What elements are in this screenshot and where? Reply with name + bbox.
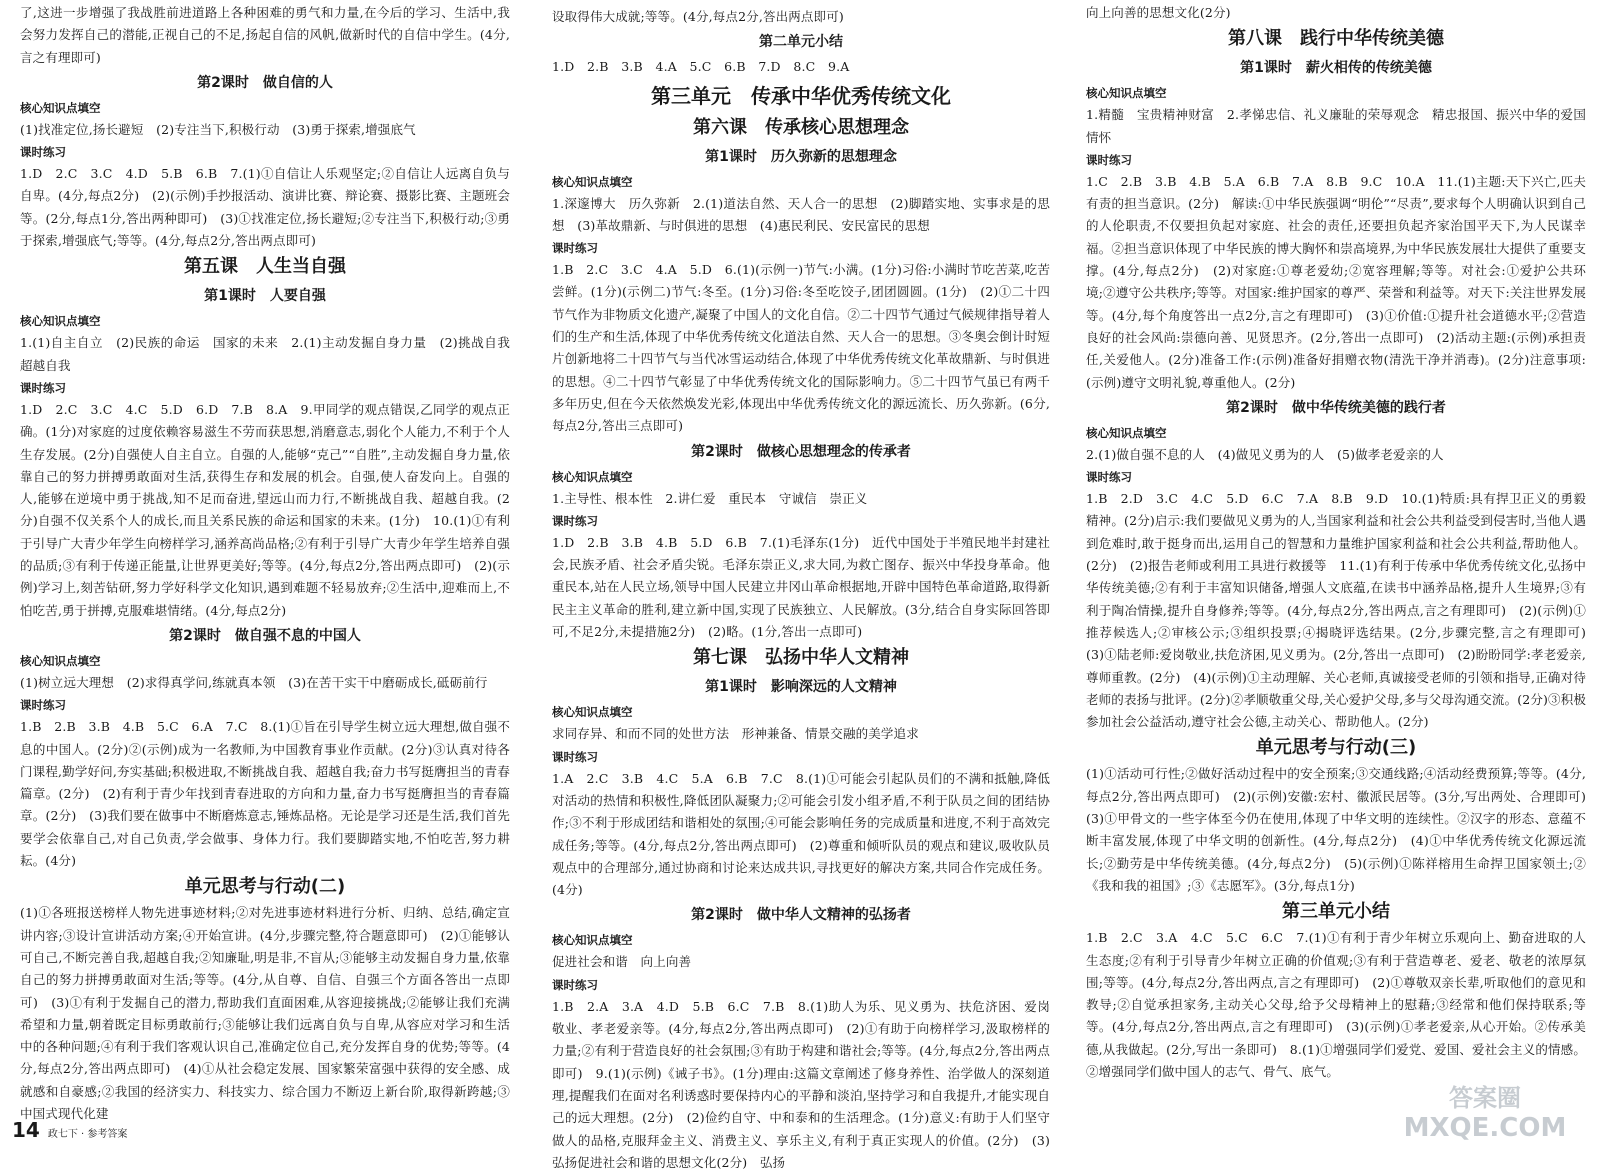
chapter-heading: 第六课 传承核心思想理念 (693, 116, 909, 138)
answer-paragraph: 1.深邃博大 历久弥新 2.(1)道法自然、天人合一的思想 (2)脚踏实地、实事求是的思想 (3)革故鼎新、与时俱进的思想 (4)惠民利民、安民富民的思想 (552, 195, 1050, 233)
unit-heading: 第三单元 传承中华优秀传统文化 (651, 83, 951, 108)
section-label: 核心知识点填空 (20, 100, 101, 115)
lesson-heading: 第2课时 做中华传统美德的践行者 (1226, 399, 1446, 416)
lesson-heading: 第2课时 做中华人文精神的弘扬者 (691, 907, 911, 924)
answer-paragraph: 1.A 2.C 3.B 4.C 5.A 6.B 7.C 8.(1)①可能会引起队员们的不满和抵触,降低对活动的热情和积极性,降低团队凝聚力;②可能会引发小组矛盾,不利于队员之间的团结协作;③不利于形成团结和谐相处的氛围;④可能会影响任务的完成质量和进度,不利于高效完成任务;等等。(4分,每点2分,答出两点即可) (2)尊重和倾听队员的观点和建议,吸收队员观点中的合理部分,通过协商和讨论来达成共识,寻找更好的解决方案,共同合作完成任务。(4分) (552, 770, 1050, 898)
lesson-heading: 第1课时 人要自强 (204, 288, 326, 305)
chapter-heading: 单元思考与行动(二) (184, 876, 346, 898)
answer-paragraph: 1.B 2.C 3.A 4.C 5.C 6.C 7.(1)①有利于青少年树立乐观向上、勤奋进取的人生态度;②有利于引导青少年树立正确的价值观;③有利于营造尊老、爱老、敬老的浓厚氛围;等等。(4分,每点2分,答出两点,言之有理即可) (2)①尊敬双亲长辈,听取他们的意见和教导;②自觉承担家务,主动关心父母,给予父母精神上的慰藉;③经常和他们保持联系;等等。(4分,每点2分,答出两点,言之有理即可) (3)(示例)①孝老爱亲,从心开始。②传承美德,从我做起。(2分,写出一条即可) 8.(1)①增强同学们爱党、爱国、爱社会主义的情感。②增强同学们做中国人的志气、骨气、底气。 (1086, 930, 1586, 1079)
section-label: 课时练习 (20, 380, 66, 395)
section-label: 核心知识点填空 (552, 933, 633, 948)
section-label: 课时练习 (1086, 470, 1132, 485)
answer-paragraph: 1.B 2.B 3.B 4.B 5.C 6.A 7.C 8.(1)①旨在引导学生树立远大理想,做自强不息的中国人。(2分)②(示例)成为一名教师,为中国教育事业作贡献。(2分)③认真对待各门课程,勤学好问,夯实基础;积极进取,不断挑战自我、超越自我;奋力书写挺膺担当的青春篇章。(2分) (2)有利于青少年找到青春进取的方向和力量,奋力书写挺膺担当的青春篇章。(2分) (3)我们要在做事中不断磨炼意志,锤炼品格。无论是学习还是生活,我们首先要学会依靠自己,对自己负责,学会做事、身体力行。我们要脚踏实地,不怕吃苦,努力耕耘。(4分) (20, 719, 510, 869)
page-footer (12, 1118, 127, 1144)
watermark-logo (1380, 1080, 1590, 1144)
answer-paragraph: 1.主导性、根本性 2.讲仁爱 重民本 守诚信 崇正义 (552, 490, 868, 506)
chapter-heading: 第八课 践行中华传统美德 (1228, 28, 1444, 50)
lesson-heading: 第2课时 做自强不息的中国人 (169, 627, 361, 644)
section-label: 课时练习 (20, 698, 66, 713)
answer-paragraph: 1.D 2.B 3.B 4.B 5.D 6.B 7.(1)毛泽东(1分) 近代中国处于半殖民地半封建社会,民族矛盾、社会矛盾尖锐。毛泽东崇正义,求大同,为救亡图存、振兴中华投身革命。他重民本,站在人民立场,领导中国人民建立井冈山革命根据地,开辟中国特色革命道路,取得新民主主义革命的胜利,建立新中国,实现了民族独立、人民解放。(3分,结合自身实际回答即可,不足2分,未提措施2分) (2)略。(1分,答出一点即可) (552, 534, 1050, 640)
answer-paragraph: 2.(1)做自强不息的人 (4)做见义勇为的人 (5)做孝老爱亲的人 (1086, 446, 1444, 462)
answer-paragraph: 1.精髓 宝贵精神财富 2.孝悌忠信、礼义廉耻的荣辱观念 精忠报国、振兴中华的爱国情怀 (1086, 107, 1586, 145)
answer-column-left (0, 0, 523, 1146)
lesson-heading: 第1课时 影响深远的人文精神 (705, 679, 897, 696)
footer-label: 政七下 · 参考答案 (47, 1129, 128, 1140)
answer-paragraph: 1.B 2.D 3.C 4.C 5.D 6.C 7.A 8.B 9.D 10.(1)特质:具有捍卫正义的勇毅精神。(2分)启示:我们要做见义勇为的人,当国家利益和社会公共利益受到侵害时,当他人遇到危难时,敢于挺身而出,运用自己的智慧和力量维护国家利益和社会公共利益,帮助他人。(2分) (2)报告老师或利用工具进行救援等 11.(1)有利于传承中华优秀传统文化,弘扬中华传统美德;②有利于丰富知识储备,增强人文底蕴,在读书中涵养品格,提升人生境界;③有利于陶冶情操,提升自身修养;等等。(4分,每点2分,答出两点,言之有理即可) (2)(示例)①推荐候选人;②审核公示;③组织投票;④揭晓评选结果。(2分,步骤完整,言之有理即可) (3)①陆老师:爱岗敬业,扶危济困,见义勇为。(2分,答出一点即可) (2)盼盼同学:孝老爱亲,尊师重教。(2分) (4)(示例)①主动理解、关心老师,真诚接受老师的引领和指导,正确对待老师的表扬与批评。(2分)②孝顺敬重父母,关心爱护父母,多与父母沟通交流。(2分)③积极参加社会公益活动,遵守社会公德,主动关心、帮助他人。(2分) (1086, 491, 1599, 730)
answer-column-right (1072, 0, 1599, 1146)
answer-paragraph: (1)①活动可行性;②做好活动过程中的安全预案;③交通线路;④活动经费预算;等等。(4分,每点2分,答出两点即可) (2)(示例)安徽:宏村、徽派民居等。(3分,写出两处、合理即可) (3)①甲骨文的一些字体至今仍在使用,体现了中华文明的连续性。②汉字的形态、意蕴不断丰富发展,体现了中华文明的创新性。(4分,每点2分) (4)①中华优秀传统文化源远流长;②勤劳是中华传统美德。(4分,每点2分) (5)(示例)①陈祥榕用生命捍卫国家领土;②《我和我的祖国》;③《志愿军》。(3分,每点1分) (1086, 766, 1599, 893)
section-label: 课时练习 (1086, 152, 1132, 167)
section-label: 课时练习 (20, 145, 66, 160)
chapter-heading: 第五课 人生当自强 (184, 256, 346, 278)
section-label: 核心知识点填空 (552, 174, 633, 189)
watermark-line1: 答案圈 (1449, 1084, 1521, 1112)
section-label: 核心知识点填空 (1086, 86, 1167, 101)
answer-paragraph: (1)树立远大理想 (2)求得真学问,练就真本领 (3)在苦干实干中磨砺成长,砥砺前行 (20, 674, 488, 690)
answer-paragraph: 1.D 2.C 3.C 4.C 5.D 6.D 7.B 8.A 9.甲同学的观点错误,乙同学的观点正确。(1分)对家庭的过度依赖容易滋生不劳而获思想,消磨意志,弱化个人能力,不利于个人生存发展。(2分)自强使人自主自立。自强的人,能够“克己”“自胜”,主动发掘自身力量,依靠自己的努力拼搏勇敢面对生活,获得生存和发展的机会。自强,使人奋发向上。自强的人,能够在逆境中勇于挑战,知不足而奋进,望远山而力行,不断挑战自我、超越自我。(2分)自强不仅关系个人的成长,而且关系民族的命运和国家的未来。(1分) 10.(1)①有利于引导广大青少年学生向榜样学习,涵养高尚品格;②有利于引导广大青少年学生培养自强的品质;③有利于传递正能量,让世界更美好;等等。(4分,每点2分,答出两点即可) (2)(示例)学习上,刻苦钻研,努力学好科学文化知识,遇到难题不轻易放弃;②生活中,迎难而上,不怕吃苦,勇于拼搏,克服难堪情绪。(4分,每点2分) (20, 401, 510, 618)
answer-paragraph: 1.C 2.B 3.B 4.B 5.A 6.B 7.A 8.B 9.C 10.A 11.(1)主题:天下兴亡,匹夫有责的担当意识。(2分) 解读:①中华民族强调“明伦”“尽责”,要求每个人明确认识到自己的人伦职责,不仅要担负起对家庭、社会的责任,还要担负起齐家治国平天下,为人民谋幸福。②担当意识体现了中华民族的博大胸怀和崇高境界,为中华民族发展壮大提供了重要支撑。(4分,每点2分) (2)对家庭:①尊老爱幼;②宽容理解;等等。对社会:①爱护公共环境;②遵守公共秩序;等等。对国家:维护国家的尊严、荣誉和利益等。对天下:关注世界发展等。(4分,每个角度答出一点2分,言之有理即可) (3)①价值:①提升社会道德水平;②营造良好的社会风尚:崇德向善、见贤思齐。(2分,答出一点即可) (2)活动主题:(示例)承担责任,关爱他人。(2分)准备工作:(示例)准备好捐赠衣物(清洗干净并消毒)。(2分)注意事项:(示例)遵守文明礼貌,尊重他人。(2分) (1086, 173, 1586, 390)
section-label: 核心知识点填空 (552, 705, 633, 720)
answer-paragraph: 1.(1)自主自立 (2)民族的命运 国家的未来 2.(1)主动发掘自身力量 (2)挑战自我 超越自我 (20, 335, 523, 373)
chapter-heading: 第七课 弘扬中华人文精神 (693, 647, 909, 669)
section-label: 课时练习 (552, 513, 598, 528)
section-label: 核心知识点填空 (1086, 425, 1167, 440)
lesson-heading: 第2课时 做核心思想理念的传承者 (691, 443, 911, 460)
answer-paragraph: 促进社会和谐 向上向善 (552, 954, 692, 970)
answer-paragraph: 1.D 2.C 3.C 4.D 5.B 6.B 7.(1)①自信让人乐观坚定;②自信让人远离自负与自卑。(4分,每点2分) (2)(示例)手抄报活动、演讲比赛、辩论赛、摄影比赛、主题班会等。(2分,每点1分,答出两种即可) (3)①找准定位,扬长避短;②专注当下,积极行动;③勇于探索,增强底气;等等。(4分,每点2分,答出两点即可) (20, 166, 510, 249)
answer-paragraph: (1)①各班报送榜样人物先进事迹材料;②对先进事迹材料进行分析、归纳、总结,确定宣讲内容;③设计宣讲活动方案;④开始宣讲。(4分,步骤完整,符合题意即可) (2)①能够认可自己,不断完善自我,超越自我;②知廉耻,明是非,不盲从;③能够主动发掘自身力量,依靠自己的努力拼搏勇敢面对生活;等等。(4分,从自尊、自信、自强三个方面各答出一点即可) (3)①有利于发掘自己的潜力,帮助我们直面困难,从容迎接挑战;②能够让我们充满希望和力量,朝着既定目标勇敢前行;③能够让我们远离自负与自卑,从容应对学习和生活中的各种问题;④有利于我们客观认识自己,准确定位自己,充分发挥自身的优势;等等。(4分,每点2分,答出两点即可) (4)①从社会稳定发展、国家繁荣富强中获得的安全感、成就感和自豪感;②我国的经济实力、科技实力、综合国力不断迈上新台阶,取得新跨越;③中国式现代化建 (20, 905, 510, 1121)
answer-paragraph: 1.B 2.A 3.A 4.D 5.B 6.C 7.B 8.(1)助人为乐、见义勇为、扶危济困、爱岗敬业、孝老爱亲等。(4分,每点2分,答出两点即可) (2)①有助于向榜样学习,汲取榜样的力量;②有利于营造良好的社会氛围;③有助于构建和谐社会;等等。(4分,每点2分,答出两点即可) 9.(1)(示例)《诫子书》。(1分)理由:这篇文章阐述了修身养性、治学做人的深刻道理,提醒我们在面对名利诱惑时要保持内心的平静和淡泊,坚持学习和自我提升,才能实现自己的远大理想。(2分) (2)俭约自守、中和泰和的生活理念。(1分)意义:有助于人们坚守做人的品格,克服拜金主义、消费主义、享乐主义,有利于真正实现人的价值。(2分) (3)弘扬促进社会和谐的思想文化(2分) 弘扬 (552, 998, 1050, 1170)
answer-paragraph: 求同存异、和而不同的处世方法 形神兼备、情景交融的美学追求 (552, 726, 919, 742)
answer-paragraph: (1)找准定位,扬长避短 (2)专注当下,积极行动 (3)勇于探索,增强底气 (20, 121, 416, 137)
section-label: 课时练习 (552, 241, 598, 256)
lesson-heading: 第2课时 做自信的人 (197, 74, 333, 91)
section-label: 核心知识点填空 (20, 653, 101, 668)
lesson-heading: 第1课时 历久弥新的思想理念 (705, 148, 897, 165)
watermark-line2: MXQE.COM (1403, 1113, 1567, 1143)
section-label: 核心知识点填空 (20, 314, 101, 329)
answer-column-middle (540, 0, 1060, 1170)
lesson-heading: 第二单元小结 (759, 34, 843, 51)
section-label: 课时练习 (552, 749, 598, 764)
answer-paragraph: 1.B 2.C 3.C 4.A 5.D 6.(1)(示例一)节气:小满。(1分)习俗:小满时节吃苦菜,吃苦尝鲜。(1分)(示例二)节气:冬至。(1分)习俗:冬至吃饺子,团团圆圆。(1分) (2)①二十四节气作为非物质文化遗产,凝聚了中国人的文化自信。②二十四节气通过气候规律指导着人们的生产和生活,体现了中华优秀传统文化道法自然、天人合一的思想。③冬奥会倒计时短片创新地将二十四节气与当代冰雪运动结合,体现了中华优秀传统文化革故鼎新、与时俱进的思想。④二十四节气彰显了中华优秀传统文化的国际影响力。⑤二十四节气虽已有两千多年历史,但在今天依然焕发光彩,体现出中华优秀传统文化的源远流长、历久弥新。(6分,每点2分,答出三点即可) (552, 262, 1050, 434)
section-label: 核心知识点填空 (552, 469, 633, 484)
page-number: 14 (12, 1118, 40, 1142)
answer-paragraph: 1.D 2.B 3.B 4.A 5.C 6.B 7.D 8.C 9.A (552, 59, 850, 75)
section-label: 课时练习 (552, 977, 598, 992)
answer-paragraph: 了,这进一步增强了我战胜前进道路上各种困难的勇气和力量,在今后的学习、生活中,我会努力发挥自己的潜能,正视自己的不足,扬起自信的风帆,做新时代的自信中学生。(4分,言之有理即可) (20, 5, 510, 65)
answer-paragraph: 设取得伟大成就;等等。(4分,每点2分,答出两点即可) (552, 9, 844, 24)
chapter-heading: 第三单元小结 (1282, 901, 1390, 923)
chapter-heading: 单元思考与行动(三) (1255, 737, 1417, 759)
lesson-heading: 第1课时 薪火相传的传统美德 (1240, 60, 1432, 77)
answer-paragraph: 向上向善的思想文化(2分) (1086, 5, 1231, 20)
